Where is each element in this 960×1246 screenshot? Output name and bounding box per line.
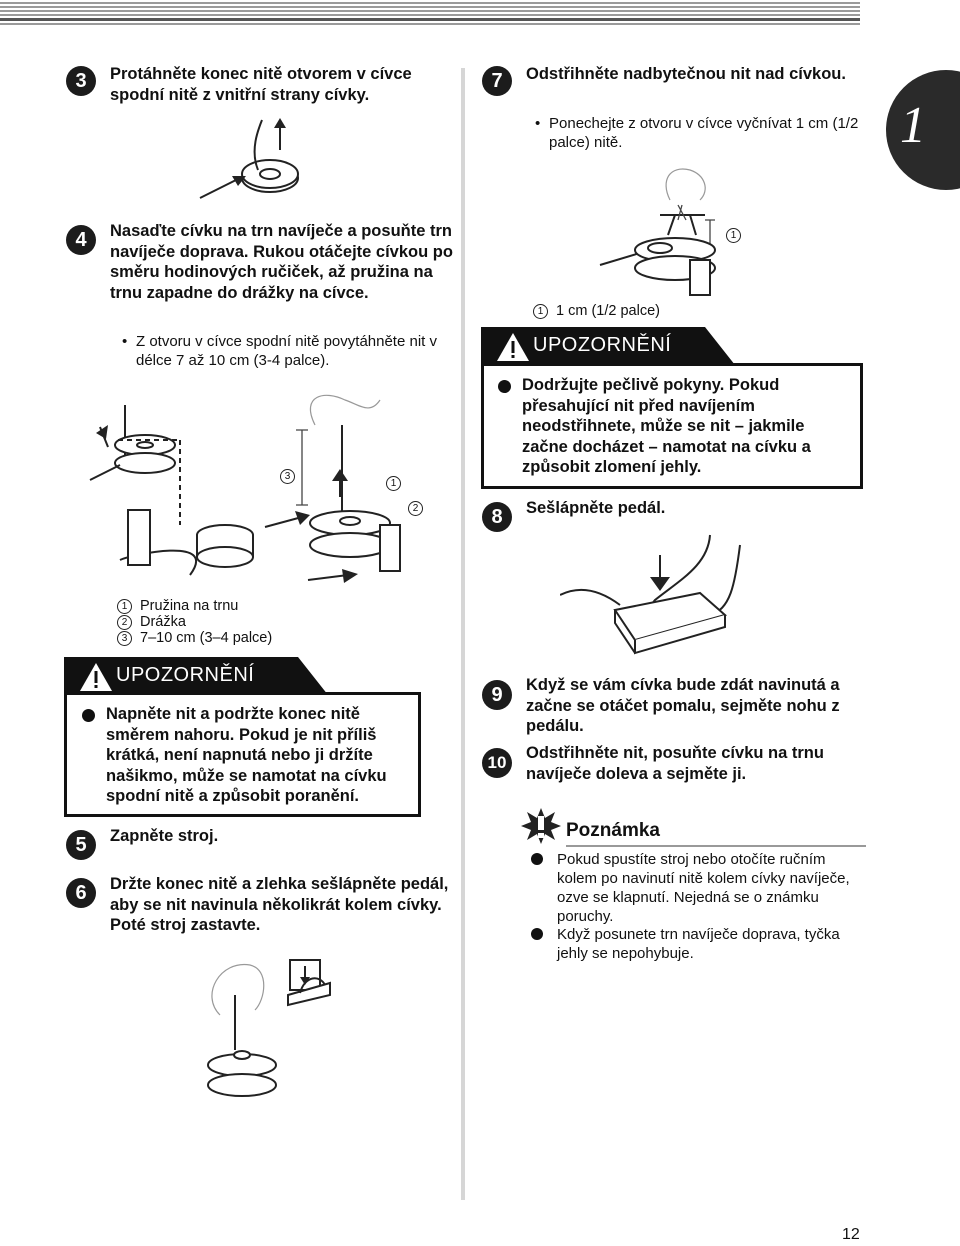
warning-left-text: Napněte nit a podržte konec nitě směrem nahoru. Pokud je nit příliš krátká, není napnutá nebo ji držíte našikmo, může se namotat na cívku spodní nitě a způsobit poranění. bbox=[106, 705, 387, 805]
fig7-legend-1: 1 1 cm (1/2 palce) bbox=[533, 303, 660, 320]
step-5-badge: 5 bbox=[66, 830, 96, 860]
step-8-badge: 8 bbox=[482, 502, 512, 532]
note-item-1: Pokud spustíte stroj nebo otočíte ručním kolem po navinutí nitě kolem cívky navíječe, ozve se klapnutí. Nejedná se o známku poruchy. bbox=[557, 851, 850, 925]
warning-right-text: Dodržujte pečlivě pokyny. Pokud přesahující nit před navíjením neodstřihnete, může se nit – jakmile začne docházet – namotat na cívku a způsobit zlomení jehly. bbox=[522, 376, 811, 476]
column-divider bbox=[461, 68, 465, 1200]
step-9-text: Když se vám cívka bude zdát navinutá a začne se otáčet pomalu, sejměte nohu z pedálu. bbox=[526, 676, 840, 735]
fig4-callout-3: 3 bbox=[280, 468, 303, 485]
step-5-text: Zapněte stroj. bbox=[110, 827, 219, 845]
header-stripes bbox=[0, 2, 860, 30]
step-10-text: Odstřihněte nit, posuňte cívku na trnu navíječe doleva a sejměte ji. bbox=[526, 744, 824, 783]
step-3-text: Protáhněte konec nitě otvorem v cívce spodní nitě z vnitřní strany cívky. bbox=[110, 65, 412, 104]
chapter-number: 1 bbox=[900, 97, 926, 154]
note-title: Poznámka bbox=[566, 820, 660, 841]
step-6-text: Držte konec nitě a zlehka sešlápněte pedál, aby se nit navinula několikrát kolem cívky. Poté stroj zastavte. bbox=[110, 875, 449, 934]
fig4-legend-3: 3 7–10 cm (3–4 palce) bbox=[117, 630, 272, 647]
fig4-legend-1: 1 Pružina na trnu bbox=[117, 598, 238, 615]
note-bullet-1 bbox=[531, 853, 543, 865]
bobbin-threading-illustration bbox=[180, 110, 330, 210]
note-bullet-2 bbox=[531, 928, 543, 940]
step-4-bullet: • Z otvoru v cívce spodní nitě povytáhněte nit v délce 7 až 10 cm (3-4 palce). bbox=[136, 332, 456, 370]
note-icon bbox=[521, 806, 561, 846]
note-title-underline bbox=[566, 845, 866, 847]
step-7-bullet: • Ponechejte z otvoru v cívce vyčnívat 1 cm (1/2 palce) nitě. bbox=[549, 114, 869, 152]
step-3-badge: 3 bbox=[66, 66, 96, 96]
step-7-badge: 7 bbox=[482, 66, 512, 96]
winding-thread-illustration bbox=[180, 955, 350, 1105]
foot-pedal-illustration bbox=[560, 525, 810, 665]
warning-left-bullet bbox=[82, 709, 95, 722]
step-7-text: Odstřihněte nadbytečnou nit nad cívkou. bbox=[526, 65, 846, 83]
note-item-2: Když posunete trn navíječe doprava, tyčka jehly se nepohybuje. bbox=[557, 926, 840, 962]
fig4-legend-2: 2 Drážka bbox=[117, 614, 186, 631]
step-4-text: Nasaďte cívku na trn navíječe a posuňte trn navíječe doprava. Rukou otáčejte cívkou po směru hodinových ručiček, až pružina na trnu zapadne do drážky na cívce. bbox=[110, 222, 453, 302]
step-10-badge: 10 bbox=[482, 748, 512, 778]
step-6-badge: 6 bbox=[66, 878, 96, 908]
fig4-callout-2: 2 bbox=[408, 500, 431, 517]
warning-left-header bbox=[64, 657, 334, 695]
step-9-badge: 9 bbox=[482, 680, 512, 710]
warning-right-title: UPOZORNĚNÍ bbox=[533, 334, 672, 356]
fig4-callout-1: 1 bbox=[386, 475, 409, 492]
warning-right-header bbox=[481, 327, 751, 365]
warning-left-title: UPOZORNĚNÍ bbox=[116, 664, 255, 686]
warning-right-bullet bbox=[498, 380, 511, 393]
page-number: 12 bbox=[842, 1226, 860, 1243]
step-8-text: Sešlápněte pedál. bbox=[526, 499, 666, 517]
fig7-callout-1: 1 bbox=[726, 227, 749, 244]
step-4-badge: 4 bbox=[66, 225, 96, 255]
